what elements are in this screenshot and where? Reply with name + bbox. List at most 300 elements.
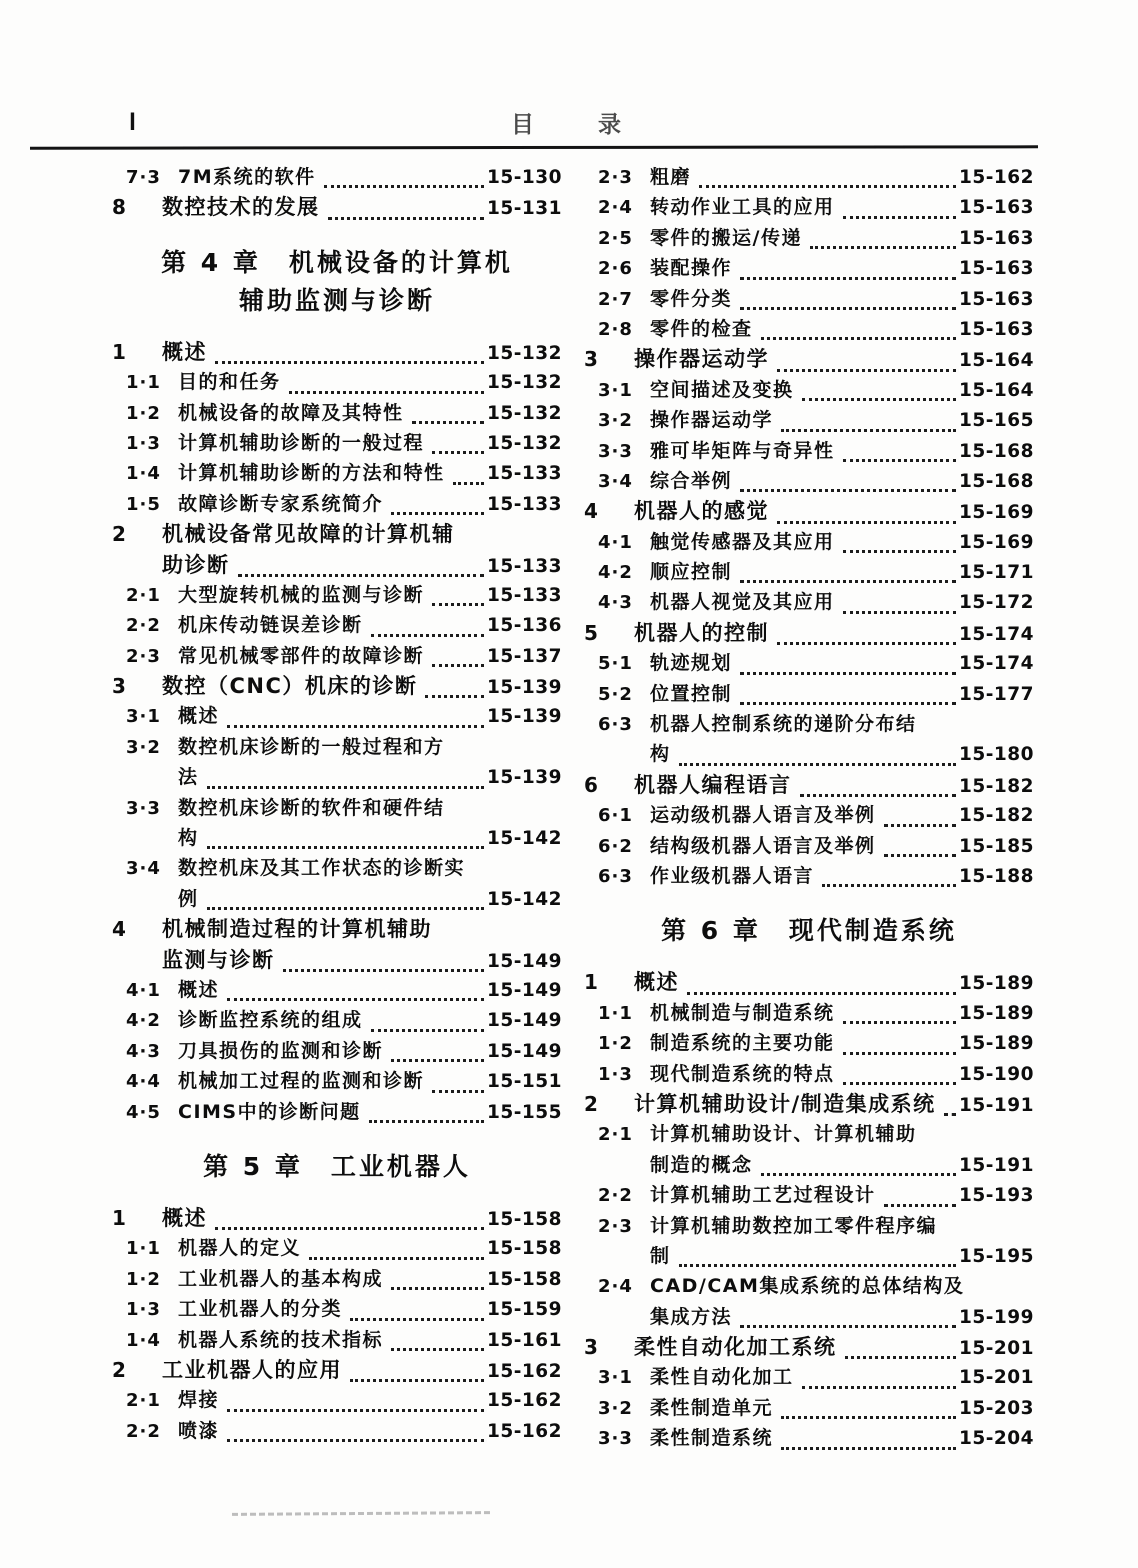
toc-entry-title: 诊断监控系统的组成 [178,1009,363,1032]
dot-leader [350,1379,484,1382]
toc-entry-body [178,489,562,520]
dot-leader [679,763,956,766]
toc-entry-title: 工业机器人的应用 [162,1357,342,1382]
toc-entry [112,671,562,701]
toc-entry-page: 15-149 [486,1010,562,1032]
toc-entry-page: 15-158 [486,1208,562,1230]
dot-leader [679,1264,956,1267]
toc-column-right [584,162,1034,1454]
toc-entry [584,967,1034,997]
toc-entry-body [650,1150,1034,1181]
toc-entry-title: 装配操作 [650,257,733,280]
toc-entry-number: 2·1 [126,1390,161,1412]
toc-entry-page: 15-171 [958,562,1034,584]
toc-entry-page: 15-191 [958,1154,1034,1176]
toc-entry-body [650,739,1034,770]
dot-leader [777,521,956,524]
toc-entry-title: 喷漆 [178,1419,220,1442]
dot-leader [810,246,956,249]
toc-entry-page: 15-162 [958,167,1034,188]
toc-entry-page: 15-136 [486,615,562,637]
toc-entry [584,1211,1034,1241]
toc-entry-title: 故障诊断专家系统简介 [178,492,384,515]
toc-entry-title: 概述 [162,1205,207,1230]
toc-entry-body [178,762,562,793]
toc-entry-page: 15-162 [486,1420,562,1442]
toc-entry-number: 1·4 [126,463,161,485]
toc-entry-title: 机械加工过程的监测和诊断 [178,1070,425,1093]
dot-leader [802,398,956,401]
toc-entry-page: 15-132 [486,342,562,364]
toc-entry-body [650,1271,1034,1301]
toc-entry-number: 4 [584,499,598,524]
dot-leader [289,391,484,394]
toc-entry-number: 2 [112,1357,126,1382]
toc-entry-page: 15-182 [958,775,1034,797]
toc-entry-title: 概述 [162,339,207,364]
toc-entry-title: 7M系统的软件 [178,166,316,188]
toc-entry [584,770,1034,800]
toc-entry-title: 概述 [178,705,220,728]
toc-entry [584,344,1034,374]
dot-leader [207,786,484,789]
toc-entry-number: 3·3 [598,1428,633,1450]
toc-entry-title: 机械制造与制造系统 [650,1001,835,1024]
toc-entry-number: 4·1 [126,979,161,1001]
toc-entry-body [162,550,562,582]
toc-entry-body [162,914,562,944]
dot-leader [369,1120,484,1123]
toc-entry-wrap-text: 监测与诊断 [162,947,275,972]
dot-leader [777,369,956,372]
dot-leader [822,884,956,887]
toc-entry-number: 1·4 [126,1329,161,1351]
toc-entry-continuation [112,550,562,580]
toc-entry-page: 15-168 [958,440,1034,462]
dot-leader [453,482,484,485]
toc-entry-wrap-text: 法 [178,766,199,789]
toc-entry-title: 计算机辅助数控加工零件程序编 [650,1214,938,1237]
toc-entry [584,557,1034,587]
toc-entry-body [650,405,1034,436]
toc-entry-body [650,162,1034,193]
toc-entry-body [178,1264,562,1295]
toc-entry-body [178,1036,562,1067]
toc-entry-body [178,1294,562,1325]
toc-entry-page: 15-132 [486,372,562,394]
toc-entry [584,405,1034,435]
toc-entry [112,367,562,397]
toc-entry-title: 工业机器人的分类 [178,1298,343,1321]
toc-entry-number: 6·3 [598,714,633,736]
toc-entry-body [162,519,562,549]
dot-leader [843,1082,956,1085]
toc-entry-title: 数控机床及其工作状态的诊断实 [178,857,466,880]
toc-entry [584,253,1034,283]
toc-entry-page: 15-177 [958,683,1034,705]
toc-entry [112,701,562,731]
toc-entry-body [650,223,1034,254]
toc-entry [584,162,1034,192]
dot-leader [371,634,484,637]
dot-leader [740,277,956,280]
toc-entry [112,1036,562,1066]
toc-entry [112,1294,562,1324]
toc-entry-title: 数控机床诊断的一般过程和方 [178,735,445,758]
toc-entry-wrap-text: 制 [650,1244,671,1267]
dot-leader [391,1348,484,1351]
dot-leader [761,1173,956,1176]
toc-entry-number: 8 [112,195,126,220]
toc-entry-page: 15-174 [958,653,1034,675]
toc-entry-body [634,618,1034,650]
toc-entry-number: 3·3 [126,797,161,819]
toc-entry-body [650,284,1034,315]
toc-entry [584,1423,1034,1453]
toc-entry-number: 1 [584,970,598,995]
toc-entry-body [634,344,1034,376]
toc-entry-body [178,428,562,459]
dot-leader [761,337,956,340]
toc-entry-body [650,1302,1034,1333]
chapter-heading [584,912,1034,950]
dot-leader [371,1029,484,1032]
toc-entry-title: 数控（CNC）机床的诊断 [162,674,418,699]
toc-entry [112,489,562,519]
dot-leader [227,1409,484,1412]
toc-entry-title: 机器人编程语言 [634,772,792,797]
toc-entry-number: 4·3 [126,1040,161,1062]
page-title: 目 录 [511,112,627,138]
toc-entry-title: 机器人的感觉 [634,499,769,524]
toc-entry-title: 触觉传感器及其应用 [650,530,835,553]
toc-entry-body [178,1233,562,1264]
dot-leader [843,611,956,614]
toc-entry-body [650,648,1034,679]
toc-entry-title: 计算机辅助诊断的方法和特性 [178,462,445,485]
toc-entry [584,1119,1034,1149]
toc-entry-body [162,337,562,369]
dot-leader [432,451,484,454]
toc-entry-number: 4·2 [598,562,633,584]
dot-leader [207,846,484,849]
toc-entry [584,1089,1034,1119]
toc-entry-number: 1·2 [126,402,161,424]
toc-entry [584,527,1034,557]
dot-leader [391,512,484,515]
toc-entry-body [162,1203,562,1235]
toc-entry-body [650,314,1034,345]
toc-entry-number: 2·8 [598,318,633,340]
dot-leader [412,421,484,424]
toc-entry-wrap-text: 助诊断 [162,552,230,577]
toc-entry-title: 空间描述及变换 [650,378,794,401]
toc-entry [112,1416,562,1446]
toc-entry-body [162,671,562,703]
toc-entry-number: 4·5 [126,1101,161,1123]
dot-leader [781,429,956,432]
toc-entry [112,162,562,192]
toc-entry-number: 3 [112,674,126,699]
toc-entry-body [178,458,562,489]
toc-entry-number: 5·2 [598,683,633,705]
toc-entry-page: 15-161 [486,1329,562,1351]
dot-leader [777,642,956,645]
toc-entry-wrap-text: 构 [650,743,671,766]
toc-entry-number: 2·3 [126,645,161,667]
toc-entry-title: 位置控制 [650,682,733,705]
toc-entry-page: 15-149 [486,1040,562,1062]
toc-entry-number: 3·2 [126,736,161,758]
toc-entry-continuation [112,823,562,853]
toc-entry-title: 作业级机器人语言 [650,864,815,887]
toc-entry-number: 2 [584,1091,598,1116]
toc-entry-wrap-text: 制造的概念 [650,1153,753,1176]
toc-entry-body [650,527,1034,558]
toc-entry-title: 制造系统的主要功能 [650,1032,835,1055]
toc-entry-page: 15-139 [486,706,562,728]
toc-entry-page: 15-195 [958,1245,1034,1267]
toc-entry-number: 3·4 [126,858,161,880]
toc-entry-number: 2 [112,522,126,547]
toc-entry-number: 2·3 [598,167,633,188]
toc-entry-title: 概述 [634,970,679,995]
toc-entry-page: 15-158 [486,1238,562,1260]
dot-leader [391,1287,484,1290]
toc-entry-continuation [584,1302,1034,1332]
toc-entry [584,587,1034,617]
toc-entry-body [178,162,562,193]
dot-leader [740,307,956,310]
toc-entry-page: 15-163 [958,197,1034,219]
toc-entry-number: 1·1 [126,1238,161,1260]
toc-entry-number: 3·3 [598,440,633,462]
toc-entry-title: 数控机床诊断的软件和硬件结 [178,796,445,819]
toc-entry-title: 机械设备常见故障的计算机辅 [162,522,455,547]
toc-entry-number: 2·2 [598,1185,633,1207]
toc-entry-page: 15-164 [958,379,1034,401]
toc-entry-page: 15-174 [958,623,1034,645]
toc-entry [112,1355,562,1385]
toc-entry [584,1180,1034,1210]
dot-leader [283,969,484,972]
toc-entry [112,610,562,640]
toc-entry-body [634,496,1034,528]
toc-entry-page: 15-165 [958,410,1034,432]
toc-entry-title: 转动作业工具的应用 [650,196,835,219]
dot-leader [350,1318,484,1321]
toc-entry-continuation [112,762,562,792]
toc-entry-title: 焊接 [178,1389,220,1412]
toc-entry-page: 15-193 [958,1185,1034,1207]
toc-entry [584,648,1034,678]
dot-leader [425,695,484,698]
toc-entry [112,192,562,222]
toc-entry-page: 15-163 [958,318,1034,340]
toc-column-left [112,162,562,1446]
toc-entry-page: 15-163 [958,288,1034,310]
toc-entry-body [162,192,562,224]
toc-entry-title: 机器人系统的技术指标 [178,1328,384,1351]
toc-entry-page: 15-204 [958,1428,1034,1450]
toc-entry-body [650,557,1034,588]
toc-entry-title: 粗磨 [650,166,692,188]
toc-entry [584,800,1034,830]
toc-entry-page: 15-149 [486,979,562,1001]
dot-leader [227,998,484,1001]
toc-entry-body [650,709,1034,739]
toc-entry [584,1332,1034,1362]
toc-entry-title: 操作器运动学 [634,347,769,372]
toc-entry [584,1393,1034,1423]
toc-entry-page: 15-142 [486,888,562,910]
toc-entry [112,458,562,488]
toc-entry-title: 运动级机器人语言及举例 [650,804,876,827]
dot-leader [800,794,956,797]
dot-leader [781,1447,956,1450]
toc-entry-number: 5·1 [598,653,633,675]
toc-entry-body [650,1241,1034,1272]
toc-entry-title: 结构级机器人语言及举例 [650,834,876,857]
toc-entry-title: 计算机辅助设计、计算机辅助 [650,1123,917,1146]
toc-entry-page: 15-201 [958,1338,1034,1360]
dot-leader [687,992,956,995]
dot-leader [740,580,956,583]
toc-entry-number: 3·4 [598,470,633,492]
toc-entry-page: 15-139 [486,767,562,789]
toc-entry-number: 2·3 [598,1215,633,1237]
toc-entry-number: 3·1 [126,706,161,728]
dot-leader [843,1021,956,1024]
toc-entry-number: 7·3 [126,167,161,188]
toc-entry [584,679,1034,709]
toc-entry-body [650,253,1034,284]
header-rule [30,145,1038,149]
toc-entry-title: 计算机辅助诊断的一般过程 [178,431,425,454]
toc-entry-body [650,831,1034,862]
dot-leader [227,1439,484,1442]
toc-entry-number: 1·3 [126,1299,161,1321]
toc-entry-title: 顺应控制 [650,561,733,584]
toc-entry-continuation [584,739,1034,769]
chapter-heading-line: 辅助监测与诊断 [238,285,435,315]
dot-leader [740,489,956,492]
dot-leader [740,672,956,675]
toc-entry [584,1362,1034,1392]
toc-entry [584,998,1034,1028]
toc-entry [112,519,562,549]
toc-entry-title: 计算机辅助设计/制造集成系统 [634,1091,936,1116]
toc-entry-title: 工业机器人的基本构成 [178,1267,384,1290]
toc-entry-number: 5 [584,620,598,645]
toc-entry-body [178,823,562,854]
chapter-heading-line: 第 6 章 现代制造系统 [661,916,957,946]
dot-leader [843,216,956,219]
toc-entry-title: 机器人控制系统的递阶分布结 [650,713,917,736]
toc-entry [112,428,562,458]
toc-entry-page: 15-163 [958,258,1034,280]
toc-entry-body [650,1393,1034,1424]
toc-entry-body [178,1325,562,1356]
toc-entry-page: 15-139 [486,677,562,699]
toc-entry-title: 零件分类 [650,287,733,310]
toc-entry-title: 数控技术的发展 [162,195,320,220]
toc-entry [584,466,1034,496]
toc-entry-body [650,436,1034,467]
toc-entry-title: 柔性制造单元 [650,1396,774,1419]
toc-entry-body [650,800,1034,831]
dot-leader [207,907,484,910]
toc-entry-body [634,1089,1034,1121]
toc-entry-number: 6 [584,772,598,797]
dot-leader [432,603,484,606]
toc-entry [112,1203,562,1233]
toc-entry-body [650,861,1034,892]
toc-entry-title: 刀具损伤的监测和诊断 [178,1039,384,1062]
toc-entry-number: 4·1 [598,531,633,553]
toc-entry-body [650,1362,1034,1393]
toc-entry-number: 3 [584,347,598,372]
toc-entry-body [178,610,562,641]
toc-entry-body [178,398,562,429]
dot-leader [328,217,484,220]
toc-entry-title: 概述 [178,978,220,1001]
toc-entry-number: 1 [112,339,126,364]
toc-entry-number: 3·2 [598,1397,633,1419]
toc-entry [112,1264,562,1294]
dot-leader [884,854,956,857]
toc-entry-page: 15-189 [958,1033,1034,1055]
toc-entry-body [650,1119,1034,1149]
toc-entry-wrap-text: 集成方法 [650,1305,733,1328]
toc-entry-number: 6·2 [598,835,633,857]
toc-entry-page: 15-163 [958,227,1034,249]
toc-entry-body [178,793,562,823]
toc-entry [112,1233,562,1263]
dot-leader [802,1386,956,1389]
toc-entry-page: 15-162 [486,1360,562,1382]
toc-entry-number: 1·1 [126,372,161,394]
toc-entry-body [650,1180,1034,1211]
toc-entry-body [178,1385,562,1416]
toc-entry-body [162,1355,562,1387]
chapter-heading-line: 第 4 章 机械设备的计算机 [161,247,513,277]
toc-entry-body [178,701,562,732]
toc-entry-body [178,1066,562,1097]
scan-artifact-line [232,1511,490,1516]
toc-entry-page: 15-169 [958,531,1034,553]
toc-entry-page: 15-182 [958,805,1034,827]
toc-entry-title: 机器人的定义 [178,1237,302,1260]
dot-leader [843,459,956,462]
toc-entry [112,580,562,610]
toc-entry-page: 15-168 [958,470,1034,492]
toc-entry-number: 1·1 [598,1002,633,1024]
toc-entry-body [178,367,562,398]
toc-entry-body [178,1005,562,1036]
toc-entry-continuation [112,884,562,914]
toc-entry-body [178,732,562,762]
toc-entry [112,1097,562,1127]
dot-leader [944,1113,956,1116]
toc-entry-wrap-text: 构 [178,827,199,850]
dot-leader [884,824,956,827]
toc-entry [112,793,562,823]
toc-entry [112,1325,562,1355]
toc-entry-page: 15-203 [958,1397,1034,1419]
dot-leader [843,550,956,553]
toc-entry-title: 机器人视觉及其应用 [650,591,835,614]
